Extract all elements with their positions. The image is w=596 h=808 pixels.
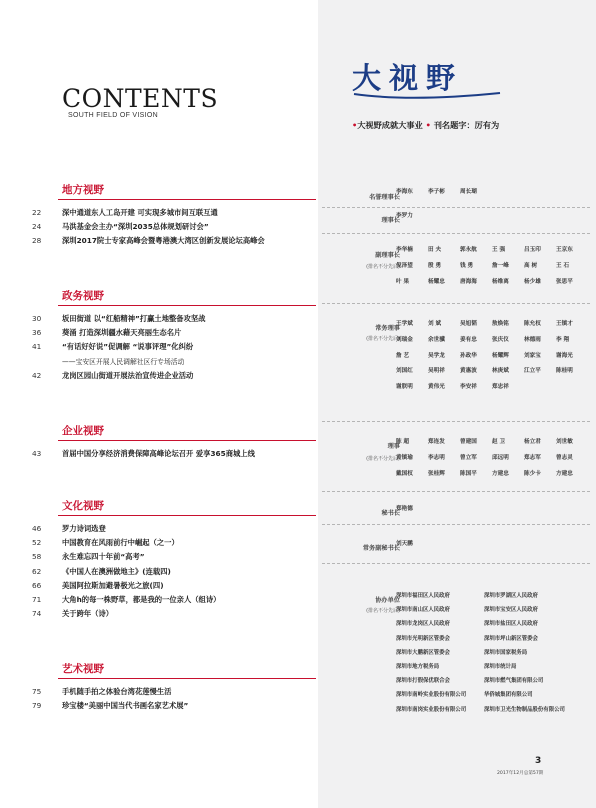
section-heading: 艺术视野 — [62, 663, 104, 675]
person-name: 黄惠波 — [460, 368, 477, 375]
toc-entry[interactable] — [28, 369, 318, 383]
toc-title: 《中国人在澳洲做地主》(连载四) — [62, 566, 171, 576]
person-name: 杨耀辉 — [492, 352, 509, 359]
person-name: 邱远明 — [492, 454, 509, 461]
person-name: 陈少卡 — [524, 470, 541, 477]
person-name: 唐海海 — [460, 278, 477, 285]
issue-info: 2017年12月总第57期 — [497, 771, 544, 776]
person-name: 林庚斌 — [492, 368, 509, 375]
toc-page: 42 — [32, 370, 42, 380]
person-name: 杨立君 — [524, 439, 541, 445]
person-name: 张桂辉 — [428, 470, 445, 477]
toc-entry[interactable] — [28, 579, 318, 593]
person-name: 敖焕铭 — [492, 321, 509, 327]
masthead-logo — [350, 46, 560, 110]
unit-name: 深圳市福田区人民政府 — [396, 593, 450, 599]
board-label: 常务副秘书长 — [362, 545, 400, 552]
toc-entry[interactable] — [28, 565, 318, 579]
toc-title: 罗力诗词选登 — [62, 524, 106, 533]
bullet-icon: • — [352, 120, 358, 130]
person-name: 林德雨 — [524, 336, 541, 343]
toc-page: 79 — [32, 701, 42, 711]
toc-entry[interactable] — [28, 206, 318, 220]
section-heading: 企业视野 — [62, 425, 104, 437]
person-name: 詹一峰 — [492, 262, 509, 269]
person-name: 李安祥 — [460, 384, 477, 391]
unit-name: 深圳市大鹏新区管委会 — [396, 649, 450, 656]
person-name: 叶 果 — [396, 278, 410, 285]
unit-name: 深圳市卫光生物制品股份有限公司 — [484, 706, 565, 713]
toc-page: 52 — [32, 538, 42, 548]
person-name: 曾建国 — [460, 439, 477, 445]
unit-name: 华侨城集团有限公司 — [484, 692, 533, 699]
toc-page: 75 — [32, 687, 42, 696]
chair-names — [396, 209, 592, 225]
person-name: 杨少雄 — [524, 278, 541, 285]
toc-entry[interactable] — [28, 340, 318, 354]
secretary-names — [396, 502, 592, 518]
person-name: 刘世敏 — [556, 439, 573, 445]
toc-entry[interactable] — [28, 550, 318, 564]
toc-entry[interactable] — [28, 607, 318, 621]
slogan-text: 大视野成就大事业 — [357, 120, 423, 130]
person-name: 詹 艺 — [396, 352, 410, 359]
toc-title: 深中通道东人工岛开建 可实现多城市间互联互通 — [62, 208, 218, 217]
person-name: 孙政华 — [460, 352, 477, 359]
board-divider — [322, 563, 590, 564]
board-divider — [322, 233, 590, 234]
board-label: 协办单位 — [375, 597, 400, 604]
toc-entry[interactable] — [28, 220, 318, 234]
toc-title: 坂田街道 以“红船精神”打赢土地整备攻坚战 — [62, 314, 206, 323]
toc-entry[interactable] — [28, 593, 318, 607]
unit-name: 深圳市统计局 — [484, 663, 517, 670]
toc-page: 30 — [32, 314, 42, 323]
toc-title: “有话好好说”促调解 “说事评理”化纠纷 — [62, 342, 194, 352]
toc-title: 手机随手拍之体验台湾花莲慢生活 — [62, 687, 172, 696]
vice-chair-names — [396, 243, 592, 290]
person-name: 刘瑞金 — [396, 336, 413, 343]
toc-entry[interactable] — [28, 536, 318, 550]
section-enterprise — [28, 424, 318, 461]
person-name: 方建忠 — [492, 470, 509, 477]
person-name: 吴旭韬 — [460, 321, 477, 327]
person-name: 陈允权 — [524, 321, 541, 327]
section-art — [28, 662, 318, 713]
person-name: 李海东 — [396, 189, 413, 195]
person-name: 刘国红 — [396, 368, 413, 375]
person-name: 余世骥 — [428, 336, 445, 343]
toc-page: 74 — [32, 609, 42, 619]
person-name: 谢海光 — [556, 352, 573, 359]
toc-entry[interactable] — [28, 699, 318, 713]
board-note: (排名不分先后) — [366, 456, 400, 462]
person-name: 刘家宝 — [524, 352, 541, 359]
toc-title: 珍宝楼“美丽中国当代书画名家艺术展” — [62, 701, 189, 711]
page-number: 3 — [535, 756, 542, 766]
toc-title: 中国教育在风雨前行中崛起（之一） — [62, 538, 179, 548]
person-name: 江立平 — [524, 368, 541, 375]
board-label: 理事长 — [381, 217, 400, 224]
exec-secretary-names — [396, 537, 592, 553]
person-name: 陈国平 — [460, 470, 477, 477]
unit-name: 深圳市国家税务局 — [484, 649, 528, 656]
section-rule — [58, 199, 316, 200]
unit-name: 深圳市打假保优联合会 — [396, 678, 450, 685]
person-name: 郑志军 — [524, 454, 541, 461]
toc-page: 41 — [32, 342, 42, 352]
standing-director-names — [396, 317, 592, 396]
person-name: 刘 斌 — [428, 321, 442, 327]
person-name: 王京东 — [556, 247, 573, 253]
person-name: 王 石 — [556, 262, 570, 269]
board-label: 理事 — [387, 443, 400, 450]
person-name: 黄镇瑜 — [396, 454, 413, 461]
person-name: 李华楠 — [396, 247, 413, 253]
masthead-logo-text: 大视野 — [352, 61, 464, 95]
person-name: 钱 勇 — [460, 262, 474, 269]
board-label: 常务理事 — [375, 325, 400, 332]
person-name: 吕玉印 — [524, 247, 541, 253]
person-name: 赵 卫 — [492, 439, 506, 445]
director-names — [396, 435, 592, 482]
person-name: 王镇才 — [556, 321, 573, 327]
unit-name: 深圳市盐田区人民政府 — [484, 621, 538, 628]
person-name: 李 翔 — [556, 336, 570, 343]
person-name: 戴国权 — [396, 470, 413, 477]
toc-title: 关于跨年（诗） — [62, 609, 114, 619]
person-name: 田 夫 — [428, 247, 442, 253]
toc-page: 62 — [32, 566, 42, 576]
section-rule — [58, 440, 316, 441]
toc-title: 龙岗区园山街道开展法治宣传进企业活动 — [62, 370, 194, 380]
person-name: 陈桂明 — [556, 368, 573, 375]
toc-page: 28 — [32, 236, 42, 246]
unit-name: 深圳市地方税务局 — [396, 663, 440, 670]
toc-page — [28, 355, 62, 369]
toc-page: 58 — [32, 552, 42, 562]
unit-name: 深圳市南岗实业股份有限公司 — [396, 706, 467, 713]
toc-page: 71 — [32, 594, 42, 604]
unit-name: 深圳市宝安区人民政府 — [484, 607, 538, 614]
board-divider — [322, 524, 590, 525]
board-label: 秘书长 — [381, 510, 400, 517]
person-name: 李子彬 — [428, 189, 445, 195]
toc-entry[interactable] — [28, 312, 318, 326]
board-note: (排名不分先后) — [366, 336, 400, 342]
person-name: 郭永航 — [460, 247, 477, 253]
toc-title: ——宝安区开展人民调解社区行专场活动 — [62, 357, 185, 366]
toc-title: 大角h的每一株野草，都是我的一位亲人（组诗） — [62, 594, 221, 604]
toc-entry[interactable] — [28, 234, 318, 248]
section-heading: 地方视野 — [62, 184, 104, 196]
board-note: (排名不分先后) — [366, 264, 400, 270]
person-name: 方建忠 — [556, 470, 573, 477]
unit-name: 深圳市坪山新区管委会 — [484, 635, 538, 642]
person-name: 陈 超 — [396, 439, 410, 445]
person-name: 姜有忠 — [460, 336, 477, 343]
unit-name: 深圳市南山区人民政府 — [396, 607, 450, 614]
toc-page: 43 — [32, 449, 42, 458]
toc-title: 深圳2017院士专家高峰会暨粤港澳大湾区创新发展论坛高峰会 — [62, 236, 265, 246]
toc-title: 马洪基金会主办“深圳2035总体规划研讨会” — [62, 222, 209, 232]
unit-name: 深圳市龙岗区人民政府 — [396, 621, 450, 628]
toc-title: 葵涌 打造深圳疆水藉天亮丽生态名片 — [62, 328, 182, 338]
person-name: 郑连发 — [428, 439, 445, 445]
unit-name: 深圳市燃气集团有限公司 — [484, 678, 544, 685]
unit-name: 深圳市罗湖区人民政府 — [484, 593, 538, 599]
toc-title: 首届中国分享经济消费保障高峰论坛召开 爱享365商城上线 — [62, 449, 255, 458]
toc-page: 46 — [32, 524, 42, 533]
section-heading: 政务视野 — [62, 290, 104, 302]
person-name: 吴学龙 — [428, 352, 445, 359]
unit-name: 深圳市光明新区管委会 — [396, 635, 450, 642]
person-name: 李志明 — [428, 454, 445, 461]
title-calligraphy-credit: 刊名题字：厉有为 — [433, 120, 500, 130]
honorary-chair-names — [396, 185, 592, 201]
toc-entry-subtitle[interactable] — [28, 355, 318, 369]
person-name: 郑艳德 — [396, 506, 413, 512]
toc-title: 永生难忘四十年前“高考” — [62, 552, 145, 562]
toc-page: 36 — [32, 328, 42, 338]
section-local — [28, 183, 318, 249]
board-note: (排名不分先后) — [366, 608, 400, 614]
section-rule — [58, 678, 316, 679]
toc-entry[interactable] — [28, 522, 318, 536]
unit-name: 深圳市南岭实业股份有限公司 — [396, 692, 467, 699]
board-divider — [322, 207, 590, 208]
section-culture — [28, 499, 318, 621]
person-name: 曾志灵 — [556, 454, 573, 461]
person-name: 曾立军 — [460, 454, 477, 461]
contents-title: CONTENTS — [62, 84, 219, 113]
section-rule — [58, 305, 316, 306]
person-name: 周长瑚 — [460, 189, 477, 195]
person-name: 郑忠祥 — [492, 384, 509, 391]
section-government — [28, 289, 318, 383]
board-divider — [322, 491, 590, 492]
person-name: 李罗力 — [396, 213, 413, 219]
section-heading: 文化视野 — [62, 500, 104, 512]
person-name: 刘天鹏 — [396, 541, 413, 547]
toc-page: 24 — [32, 222, 42, 232]
person-name: 张庆仪 — [492, 336, 509, 343]
person-name: 谢朕明 — [396, 384, 413, 391]
person-name: 杨耀忠 — [428, 278, 445, 285]
toc-entry[interactable] — [28, 326, 318, 340]
board-divider — [322, 421, 590, 422]
person-name: 张思平 — [556, 278, 573, 285]
person-name: 黄伟光 — [428, 384, 445, 391]
person-name: 杨维离 — [492, 278, 509, 285]
toc-entry[interactable] — [28, 685, 318, 699]
toc-page: 66 — [32, 580, 42, 590]
bullet-icon: • — [425, 120, 431, 130]
person-name: 王学斌 — [396, 321, 413, 327]
person-name: 殷 勇 — [428, 262, 442, 269]
section-rule — [58, 515, 316, 516]
person-name: 王 强 — [492, 247, 506, 253]
board-label: 副理事长 — [375, 252, 400, 259]
toc-page: 22 — [32, 208, 42, 217]
toc-title: 美国阿拉斯加避暑极光之旅(四) — [62, 580, 164, 590]
board-divider — [322, 303, 590, 304]
masthead-slogan — [352, 120, 499, 131]
contents-subtitle: SOUTH FIELD OF VISION — [68, 112, 158, 119]
board-label: 名誉理事长 — [369, 194, 400, 201]
person-name: 吴明祥 — [428, 368, 445, 375]
toc-entry[interactable] — [28, 447, 318, 461]
person-name: 高 树 — [524, 262, 538, 269]
person-name: 倪泽望 — [396, 262, 413, 269]
co-organizer-units — [396, 589, 592, 717]
